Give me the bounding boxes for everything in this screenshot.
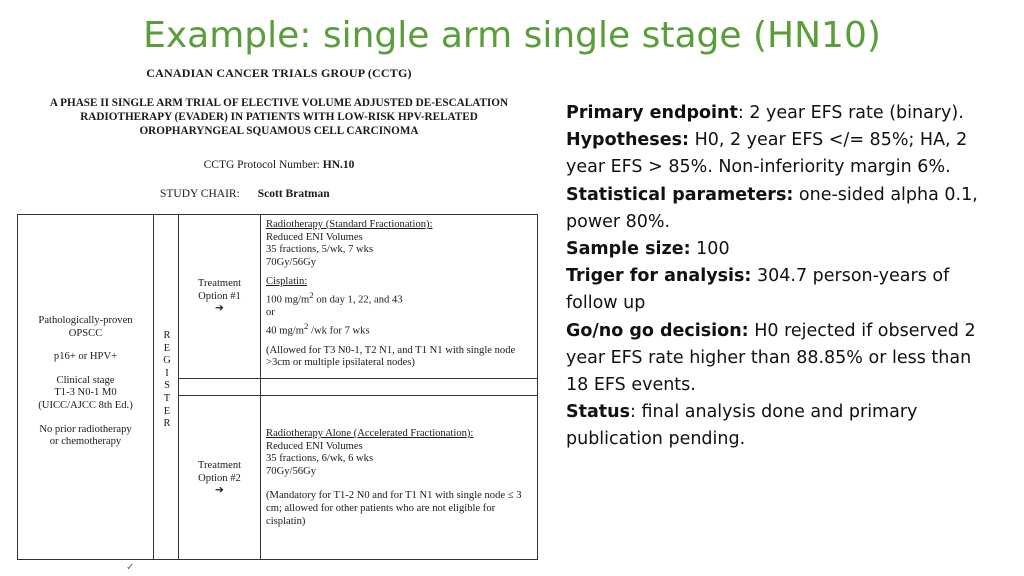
dose-value: 40 mg/m [266, 325, 304, 337]
go-no-go-decision [566, 318, 986, 400]
option-label-line: Treatment [197, 460, 242, 471]
option1-cisplatin-dose2 [266, 320, 536, 338]
option1-details [266, 219, 536, 370]
trial-title-line: A PHASE II SINGLE ARM TRIAL OF ELECTIVE VOLUME ADJUSTED DE-ESCALATION [49, 97, 509, 109]
option2-rt-line: 35 fractions, 6/wk, 6 wks [266, 453, 374, 465]
table-divider [178, 395, 538, 396]
hypotheses [566, 127, 986, 181]
register-letter: R [163, 330, 171, 341]
option-label-line: Treatment [197, 278, 242, 289]
decorative-mark-icon: ✓ [126, 562, 135, 573]
protocol-number [14, 159, 544, 171]
statistical-parameters [566, 182, 986, 236]
organization-heading: CANADIAN CANCER TRIALS GROUP (CCTG) [146, 66, 412, 80]
primary-endpoint-label: Primary endpoint [566, 103, 738, 123]
hypotheses-label: Hypotheses: [566, 130, 689, 151]
protocol-value: HN.10 [322, 159, 355, 171]
dose-schedule: /wk for 7 wks [308, 325, 370, 337]
option2-rt-line: Reduced ENI Volumes [266, 440, 363, 452]
option1-cisplatin-or: or [266, 307, 275, 319]
option1-cisplatin-dose1 [266, 289, 536, 307]
statistical-parameters-label: Statistical parameters: [566, 184, 794, 205]
trial-title-line: OROPHARYNGEAL SQUAMOUS CELL CARCINOMA [139, 125, 419, 137]
option-label-line: Option #2 [198, 472, 241, 484]
slide-title: Example: single arm single stage (HN10) [143, 15, 881, 56]
table-divider [153, 215, 154, 559]
arrow-right-icon: ➔ [215, 485, 224, 497]
statistical-parameters-text: one-sided alpha 0.1, power 80%. [566, 184, 978, 232]
status-text: : final analysis done and primary publication pending. [566, 402, 918, 450]
register-letter: I [165, 367, 169, 379]
eligibility-line: OPSCC [68, 327, 103, 339]
register-label [155, 330, 179, 431]
option2-details [266, 428, 536, 528]
arrow-right-icon: ➔ [215, 303, 224, 315]
option2-note-line: cm; allowed for other patients who are not eligible for [266, 502, 496, 514]
study-chair [160, 188, 330, 200]
option2-rt-line: 70Gy/56Gy [266, 465, 317, 477]
trial-title [14, 96, 544, 138]
trigger-text: 304.7 person-years of follow up [566, 266, 950, 314]
trial-design-summary [566, 100, 986, 454]
option2-note-line: cisplatin) [266, 515, 306, 527]
eligibility-line: (UICC/AJCC 8th Ed.) [38, 399, 133, 411]
option2-rt-heading: Radiotherapy Alone (Accelerated Fractionation): [266, 428, 474, 439]
eligibility-line: No prior radiotherapy [39, 423, 132, 435]
sample-size [566, 236, 986, 263]
go-no-go-text: H0 rejected if observed 2 year EFS rate higher than 88.85% or less than 18 EFS events. [566, 320, 976, 396]
eligibility-line: T1-3 N0-1 M0 [54, 387, 117, 399]
hypotheses-text: H0, 2 year EFS </= 85%; HA, 2 year EFS > 85%. Non-inferiority margin 6%. [566, 130, 968, 178]
option-label-line: Option #1 [198, 290, 241, 302]
eligibility-line: Clinical stage [56, 374, 115, 386]
option1-note-line: >3cm or multiple ipsilateral nodes) [266, 357, 415, 369]
table-divider [178, 378, 538, 379]
register-letter: E [163, 405, 171, 417]
option1-rt-heading: Radiotherapy (Standard Fractionation): [266, 219, 433, 230]
dose-sup: 2 [309, 289, 314, 300]
option1-note-line: (Allowed for T3 N0-1, T2 N1, and T1 N1 with single node [266, 344, 516, 356]
eligibility-cell [18, 315, 153, 449]
dose-value: 100 mg/m [266, 294, 310, 306]
option2-note-line: (Mandatory for T1-2 N0 and for T1 N1 with single node ≤ 3 [266, 490, 522, 502]
register-letter: E [163, 342, 171, 354]
go-no-go-label: Go/no go decision: [566, 320, 749, 341]
option1-rt-line: Reduced ENI Volumes [266, 231, 363, 243]
trigger-label: Triger for analysis: [566, 266, 752, 287]
sample-size-text: 100 [690, 239, 730, 260]
eligibility-line: Pathologically-proven [38, 315, 133, 326]
option1-label [179, 278, 260, 316]
option1-rt-line: 35 fractions, 5/wk, 7 wks [266, 244, 374, 256]
sample-size-label: Sample size: [566, 239, 691, 260]
eligibility-line: p16+ or HPV+ [53, 351, 118, 363]
register-letter: G [163, 355, 171, 367]
status [566, 399, 986, 453]
schema-table [17, 214, 538, 560]
primary-endpoint-text: : 2 year EFS rate (binary). [737, 103, 964, 123]
study-chair-label: STUDY CHAIR: [160, 188, 240, 200]
protocol-label: CCTG Protocol Number: [203, 159, 320, 171]
dose-sup: 2 [303, 320, 309, 331]
register-letter: S [164, 380, 170, 392]
eligibility-line: or chemotherapy [49, 436, 122, 448]
option2-label [179, 460, 260, 498]
table-divider [260, 215, 261, 559]
dose-schedule: on day 1, 22, and 43 [313, 294, 403, 306]
register-letter: R [163, 418, 171, 430]
trial-title-line: RADIOTHERAPY (EVADER) IN PATIENTS WITH LOW-RISK HPV-RELATED [80, 111, 478, 123]
protocol-document-scan [14, 64, 544, 564]
primary-endpoint [566, 100, 986, 127]
trigger-for-analysis [566, 263, 986, 317]
register-letter: T [163, 392, 171, 404]
option1-cisplatin-heading: Cisplatin: [266, 276, 308, 288]
status-label: Status [566, 402, 631, 423]
option1-rt-line: 70Gy/56Gy [266, 256, 317, 268]
study-chair-name: Scott Bratman [257, 188, 330, 200]
